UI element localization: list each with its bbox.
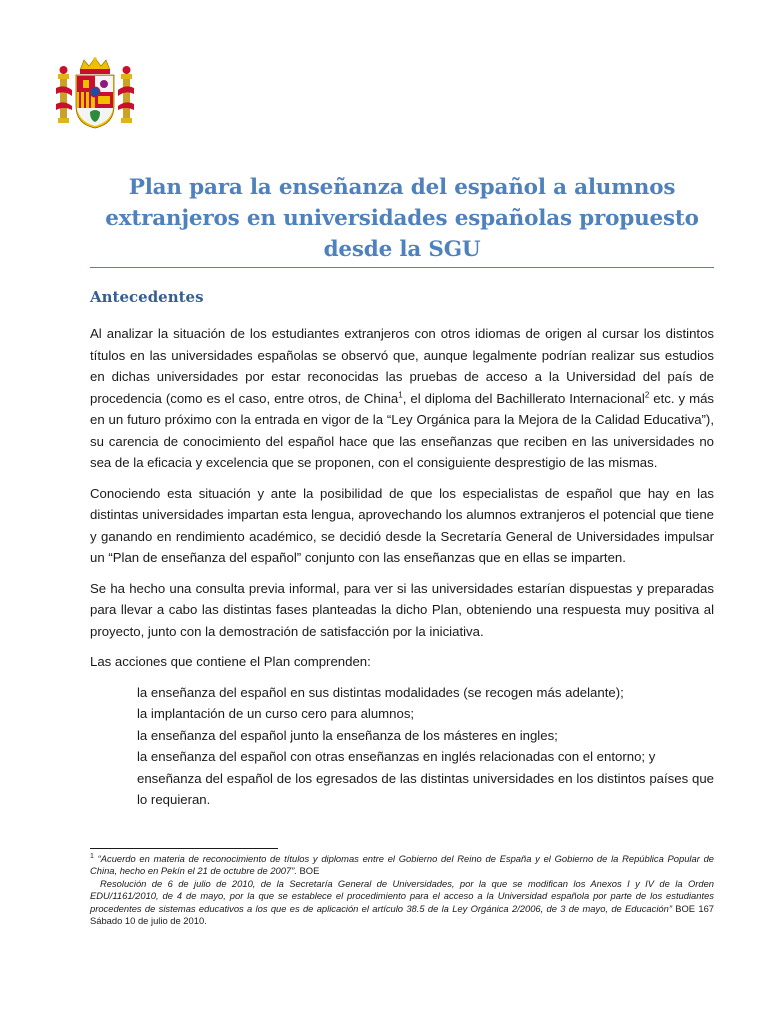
document-body [90, 323, 714, 811]
document-title: Plan para la enseñanza del español a alumnos extranjeros en universidades españolas propuesto desde la SGU [105, 175, 699, 262]
paragraph-4: Las acciones que contiene el Plan comprenden: [90, 654, 371, 669]
footnotes [90, 853, 714, 927]
list-item: la implantación de un curso cero para alumnos; [137, 706, 415, 721]
section-heading: Antecedentes [90, 288, 204, 306]
title-underline [90, 267, 714, 268]
list-item: la enseñanza del español junto la enseñanza de los másteres en ingles; [137, 727, 558, 743]
footnote-1: $^1$ “Acuerdo en materia de reconocimiento de títulos y diplomas entre el Gobierno del Reino de España y el Gobierno de la República Popular de China, hecho en Pekín el 21 de octubre de 2007”. BOE [90, 852, 714, 877]
paragraph-1: Al analizar la situación de los estudiantes extranjeros con otros idiomas de origen al cursar los distintos títulos en las universidades españolas se observó que, aunque legalmente podrían realizar sus estudios en dichas universidades por estar reconocidas las pruebas de acceso a la Universidad del país de procedencia (como es el caso, entre otros, de China$^1$, el diploma del Bachillerato Internacional$^2$ etc. y más en un futuro próximo con la entrada en vigor de la “Ley Orgánica para la Mejora de la Calidad Educativa”), su carencia de conocimiento del español hace que las enseñanzas que reciben en las universidades no sea de la eficacia y excelencia que se proponen, con el consiguiente desprestigio de las mismas. [90, 326, 714, 470]
actions-list [137, 682, 714, 811]
footnote-separator [90, 848, 278, 849]
footnote-ref-1[interactable]: 1 [398, 390, 403, 400]
list-item: la enseñanza del español con otras enseñanzas en inglés relacionadas con el entorno; y [137, 749, 656, 764]
paragraph-2: Conociendo esta situación y ante la posibilidad de que los especialistas de español que hay en las distintas universidades impartan esta lengua, aprovechando los alumnos extranjeros el potencial que tiene y ganando en rendimiento académico, se decidió desde la Secretaría General de Universidades impulsar un “Plan de enseñanza del español” conjunto con las enseñanzas que en ellas se imparten. [90, 485, 714, 565]
footnote-ref-2[interactable]: 2 [644, 390, 650, 400]
paragraph-3: Se ha hecho una consulta previa informal, para ver si las universidades estarían dispuestas y preparadas para llevar a cabo las distintas fases planteadas la dicho Plan, obteniendo una respuesta muy positiva al proyecto, junto con la demostración de satisfacción por la iniciativa. [90, 580, 714, 639]
footnote-2: Resolución de 6 de julio de 2010, de la Secretaría General de Universidades, por la que se modifican los Anexos I y IV de la Orden EDU/1161/2010, de 4 de mayo, por la que se establece el procedimiento para el acceso a la Universidad española por parte de los estudiantes procedentes de sistemas educativos a los que es de aplicación el artículo 38.5 de la Ley Orgánica 2/2006, de 3 de mayo, de Educación” BOE 167 Sábado 10 de julio de 2010. [90, 877, 714, 927]
list-item: enseñanza del español de los egresados de las distintas universidades en los distintos países que lo requieran. [137, 770, 714, 807]
spain-coat-of-arms-icon [54, 56, 136, 130]
list-item: la enseñanza del español en sus distintas modalidades (se recogen más adelante); [137, 684, 624, 700]
